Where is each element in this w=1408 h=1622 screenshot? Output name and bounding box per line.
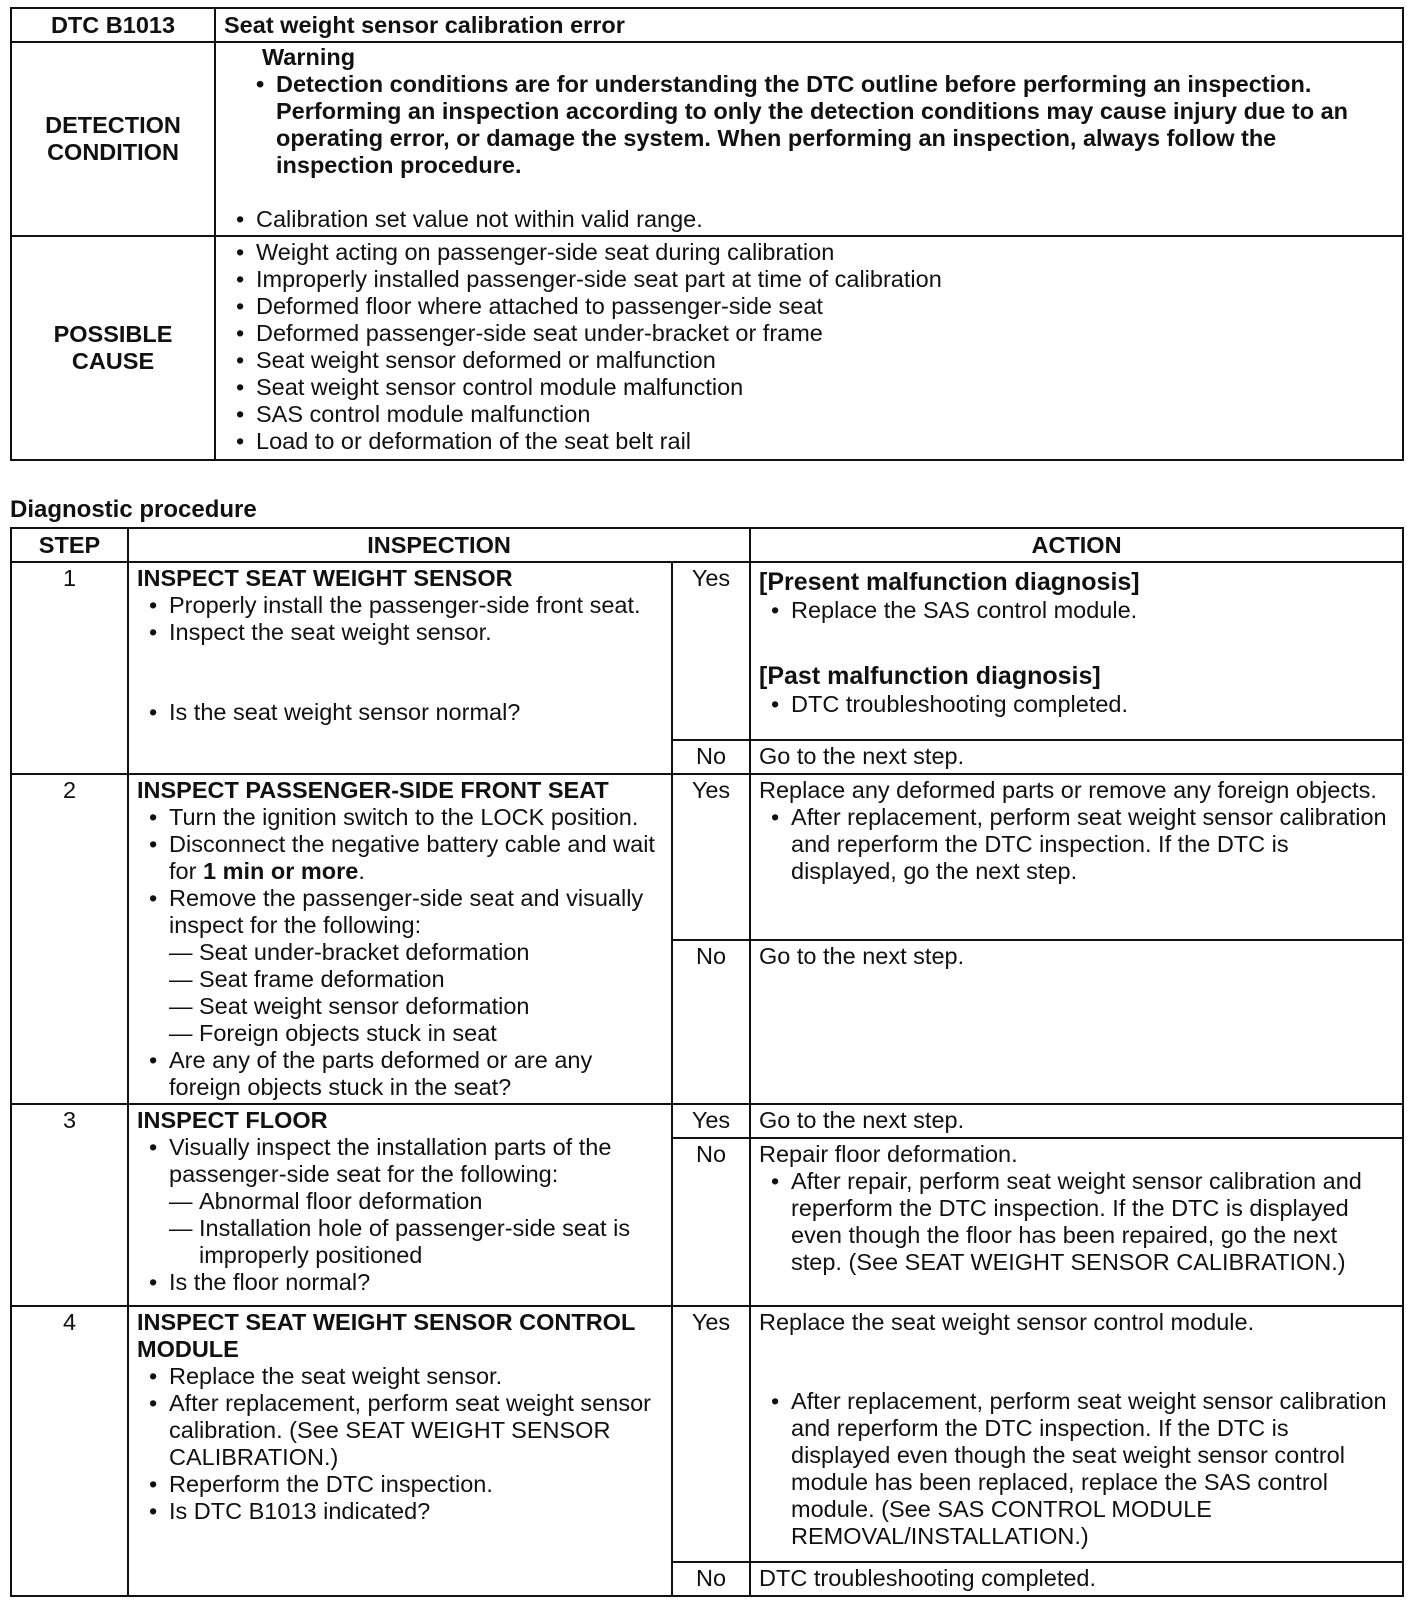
list-item: • Deformed passenger-side seat under-bracket or frame [224,320,1394,347]
yes-label: Yes [672,1104,750,1138]
no-label: No [672,1138,750,1306]
detection-item: • Calibration set value not within valid range. [224,206,1394,233]
list-item: • Is DTC B1013 indicated? [137,1498,663,1525]
no-label: No [672,740,750,774]
list-item: • Inspect the seat weight sensor. [137,619,663,646]
list-item: • After replacement, perform seat weight sensor calibration and reperform the DTC inspection. If the DTC is displayed even though the seat weight sensor control module has been replaced, replace the SAS control module. (See SAS CONTROL MODULE REMOVAL/INSTALLATION.) [759,1388,1394,1550]
list-item: • Reperform the DTC inspection. [137,1471,663,1498]
warning-block [224,44,1394,179]
table-header-row [11,528,1403,562]
list-item: • Replace the seat weight sensor. [137,1363,663,1390]
step-number: 1 [11,562,128,774]
yes-action: Go to the next step. [750,1104,1403,1138]
list-item: • Remove the passenger-side seat and visually inspect for the following: — Seat under-bracket deformation — Seat frame deformation — Seat weight sensor deformation — Foreign objects stuck in seat [137,885,663,1047]
list-item: • DTC troubleshooting completed. [759,691,1394,718]
list-item: — Seat frame deformation [169,966,663,993]
list-item: • After replacement, perform seat weight sensor calibration. (See SEAT WEIGHT SENSOR CALIBRATION.) [137,1390,663,1471]
step-number: 3 [11,1104,128,1306]
step-number: 4 [11,1306,128,1596]
no-label: No [672,940,750,1104]
step-number: 2 [11,774,128,1104]
dtc-code: DTC B1013 [11,8,215,42]
dtc-info-table [10,7,1404,461]
list-item: • Improperly installed passenger-side seat part at time of calibration [224,266,1394,293]
list-item: • Disconnect the negative battery cable and wait for 1 min or more. [137,831,663,885]
dtc-header-row [11,8,1403,42]
section-title: Diagnostic procedure [10,496,257,523]
dtc-title: Seat weight sensor calibration error [215,8,1403,42]
step-inspection: INSPECT SEAT WEIGHT SENSOR CONTROL MODULE • Replace the seat weight sensor. • After replacement, perform seat weight sensor calibration. (See SEAT WEIGHT SENSOR CALIBRATION.) • Reperform the DTC inspection. • Is DTC B1013 indicated? [128,1306,672,1596]
no-action: Go to the next step. [750,940,1403,1104]
header-inspection: INSPECTION [128,528,750,562]
yes-action: Replace the seat weight sensor control module. • After replacement, perform seat weight sensor calibration and reperform the DTC inspection. If the DTC is displayed even though the seat weight sensor control module has been replaced, replace the SAS control module. (See SAS CONTROL MODULE REMOVAL/INSTALLATION.) [750,1306,1403,1562]
no-action: DTC troubleshooting completed. [750,1562,1403,1596]
list-item: • Replace the SAS control module. [759,597,1394,624]
detection-condition-row [11,42,1403,236]
yes-label: Yes [672,1306,750,1562]
list-item: — Installation hole of passenger-side seat is improperly positioned [169,1215,663,1269]
list-item: • Properly install the passenger-side front seat. [137,592,663,619]
diagnostic-procedure-table [10,527,1404,1597]
yes-label: Yes [672,562,750,740]
no-action: Go to the next step. [750,740,1403,774]
detection-condition-content [215,42,1403,236]
warning-title: Warning [262,44,356,70]
list-item: • After replacement, perform seat weight sensor calibration and reperform the DTC inspection. If the DTC is displayed, go the next step. [759,804,1394,885]
possible-cause-row [11,236,1403,460]
list-item: — Abnormal floor deformation [169,1188,663,1215]
table-row [11,1306,1403,1562]
list-item: • After repair, perform seat weight sensor calibration and reperform the DTC inspection. If the DTC is displayed even though the floor has been repaired, go the next step. (See SEAT WEIGHT SENSOR CALIBRATION.) [759,1168,1394,1276]
step-inspection: INSPECT SEAT WEIGHT SENSOR • Properly install the passenger-side front seat. • Inspect the seat weight sensor. • Is the seat weight sensor normal? [128,562,672,774]
header-step: STEP [11,528,128,562]
list-item: • Is the floor normal? [137,1269,663,1296]
list-item: • SAS control module malfunction [224,401,1394,428]
list-item: • Seat weight sensor control module malfunction [224,374,1394,401]
possible-cause-list [215,236,1403,460]
yes-action: Replace any deformed parts or remove any foreign objects. • After replacement, perform seat weight sensor calibration and reperform the DTC inspection. If the DTC is displayed, go the next step. [750,774,1403,940]
list-item: — Seat weight sensor deformation [169,993,663,1020]
list-item: — Seat under-bracket deformation [169,939,663,966]
detection-condition-label: DETECTION CONDITION [11,42,215,236]
list-item: • Load to or deformation of the seat belt rail [224,428,1394,455]
yes-action: [Present malfunction diagnosis] • Replace the SAS control module. [Past malfunction diagnosis] • DTC troubleshooting completed. [750,562,1403,740]
possible-cause-label: POSSIBLE CAUSE [11,236,215,460]
list-item: • Deformed floor where attached to passenger-side seat [224,293,1394,320]
step-inspection: INSPECT FLOOR • Visually inspect the installation parts of the passenger-side seat for the following: — Abnormal floor deformation — Installation hole of passenger-side seat is improperly positioned • Is the floor normal? [128,1104,672,1306]
table-row [11,1104,1403,1138]
list-item: • Weight acting on passenger-side seat during calibration [224,239,1394,266]
no-label: No [672,1562,750,1596]
list-item: — Foreign objects stuck in seat [169,1020,663,1047]
list-item: • Is the seat weight sensor normal? [137,699,663,726]
no-action: Repair floor deformation. • After repair, perform seat weight sensor calibration and reperform the DTC inspection. If the DTC is displayed even though the floor has been repaired, go the next step. (See SEAT WEIGHT SENSOR CALIBRATION.) [750,1138,1403,1306]
table-row [11,562,1403,740]
warning-text: • Detection conditions are for understanding the DTC outline before performing an inspection. Performing an inspection according to only the detection conditions may cause injury due to an operating error, or damage the system. When performing an inspection, always follow the inspection procedure. [244,71,1394,179]
list-item: • Are any of the parts deformed or are any foreign objects stuck in the seat? [137,1047,663,1101]
list-item: • Turn the ignition switch to the LOCK position. [137,804,663,831]
header-action: ACTION [750,528,1403,562]
list-item: • Seat weight sensor deformed or malfunction [224,347,1394,374]
table-row [11,774,1403,940]
list-item: • Visually inspect the installation parts of the passenger-side seat for the following: — Abnormal floor deformation — Installation hole of passenger-side seat is improperly positioned [137,1134,663,1269]
yes-label: Yes [672,774,750,940]
step-inspection: INSPECT PASSENGER-SIDE FRONT SEAT • Turn the ignition switch to the LOCK position. • Disconnect the negative battery cable and wait for 1 min or more. • Remove the passenger-side seat and visually inspect for the following: — Seat under-bracket deformation — Seat frame deformation — Seat weight sensor deformation — Foreign objects stuck in seat • Are any of the parts deformed or are any foreign objects stuck in the seat? [128,774,672,1104]
